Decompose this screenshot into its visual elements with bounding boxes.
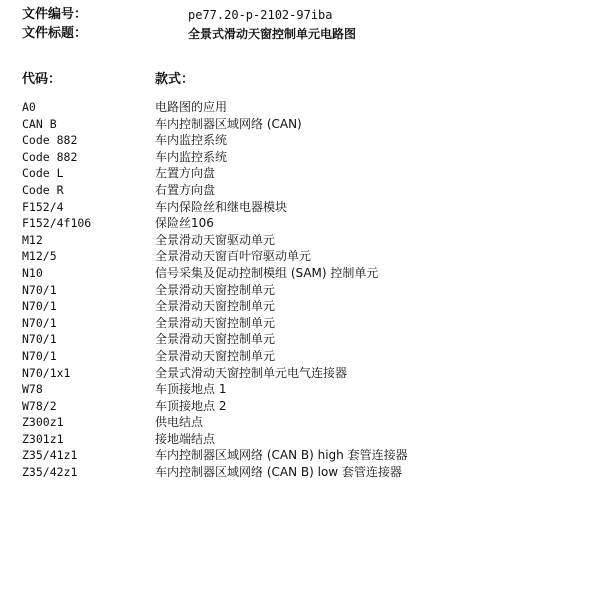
row-description: 全景滑动天窗控制单元	[155, 299, 276, 314]
row-description: 全景滑动天窗控制单元	[155, 348, 276, 363]
row-code: N10	[22, 265, 43, 280]
table-row	[22, 182, 582, 199]
row-description: 车内控制器区域网络 (CAN B) high 套管连接器	[155, 448, 408, 463]
row-code: N70/1	[22, 332, 57, 347]
table-row	[22, 298, 582, 315]
row-description: 车内保险丝和继电器模块	[155, 199, 288, 214]
table-row	[22, 365, 582, 382]
row-description: 全景滑动天窗控制单元	[155, 282, 276, 297]
row-description: 电路图的应用	[155, 100, 228, 114]
table-row	[22, 248, 582, 265]
row-code: M12/5	[22, 249, 57, 264]
table-row	[22, 232, 582, 249]
row-code: W78	[22, 382, 43, 397]
table-row	[22, 116, 582, 133]
table-row	[22, 265, 582, 282]
file-number-line	[22, 6, 582, 24]
file-number-label: 文件编号：	[22, 7, 88, 22]
row-description: 车内控制器区域网络 (CAN)	[155, 116, 302, 131]
table-row	[22, 447, 582, 464]
file-title-line	[22, 25, 582, 43]
row-code: CAN B	[22, 116, 57, 131]
code-column-header: 代码：	[22, 72, 62, 87]
row-description: 车内监控系统	[155, 149, 228, 164]
row-description: 左置方向盘	[155, 166, 216, 181]
row-description: 车内控制器区域网络 (CAN B) low 套管连接器	[155, 465, 402, 480]
table-row	[22, 199, 582, 216]
row-description: 全景滑动天窗控制单元	[155, 315, 276, 330]
row-description: 接地端结点	[155, 431, 216, 446]
table-row	[22, 215, 582, 232]
row-code: N70/1	[22, 282, 57, 297]
table-row	[22, 99, 582, 116]
row-description: 全景式滑动天窗控制单元电气连接器	[155, 365, 348, 380]
row-code: N70/1x1	[22, 365, 71, 380]
row-description: 全景滑动天窗驱动单元	[155, 232, 276, 247]
row-code: F152/4f106	[22, 216, 92, 231]
row-description: 车顶接地点 1	[155, 382, 227, 397]
row-description: 右置方向盘	[155, 182, 216, 197]
file-title-label: 文件标题：	[22, 26, 88, 41]
row-code: Z35/42z1	[22, 465, 78, 480]
row-description: 全景滑动天窗百叶帘驱动单元	[155, 249, 312, 264]
row-code: A0	[22, 100, 36, 114]
row-description: 车顶接地点 2	[155, 398, 227, 413]
row-code: Z35/41z1	[22, 448, 78, 463]
row-code: Z301z1	[22, 431, 64, 446]
table-row	[22, 132, 582, 149]
file-number-value: pe77.20-p-2102-97iba	[188, 8, 333, 22]
row-code: M12	[22, 232, 43, 247]
table-row	[22, 149, 582, 166]
row-description: 保险丝106	[155, 216, 214, 231]
row-description: 全景滑动天窗控制单元	[155, 332, 276, 347]
row-description: 信号采集及促动控制模组 (SAM) 控制单元	[155, 265, 379, 280]
table-row	[22, 315, 582, 332]
row-code: N70/1	[22, 299, 57, 314]
row-code: N70/1	[22, 348, 57, 363]
table-row	[22, 414, 582, 431]
table-row	[22, 348, 582, 365]
row-description: 供电结点	[155, 415, 204, 430]
row-code: W78/2	[22, 398, 57, 413]
table-header	[22, 68, 582, 86]
table-row	[22, 331, 582, 348]
table-row	[22, 282, 582, 299]
row-code: Code 882	[22, 149, 78, 164]
table-row	[22, 464, 582, 481]
row-code: Z300z1	[22, 415, 64, 430]
row-code: Code 882	[22, 133, 78, 148]
file-title-value: 全景式滑动天窗控制单元电路图	[188, 27, 357, 41]
table-row	[22, 398, 582, 415]
code-list	[22, 99, 582, 481]
table-row	[22, 381, 582, 398]
row-description: 车内监控系统	[155, 133, 228, 148]
table-row	[22, 431, 582, 448]
row-code: Code L	[22, 166, 64, 181]
row-code: F152/4	[22, 199, 64, 214]
row-code: Code R	[22, 182, 64, 197]
row-code: N70/1	[22, 315, 57, 330]
description-column-header: 款式：	[155, 72, 195, 87]
table-row	[22, 165, 582, 182]
